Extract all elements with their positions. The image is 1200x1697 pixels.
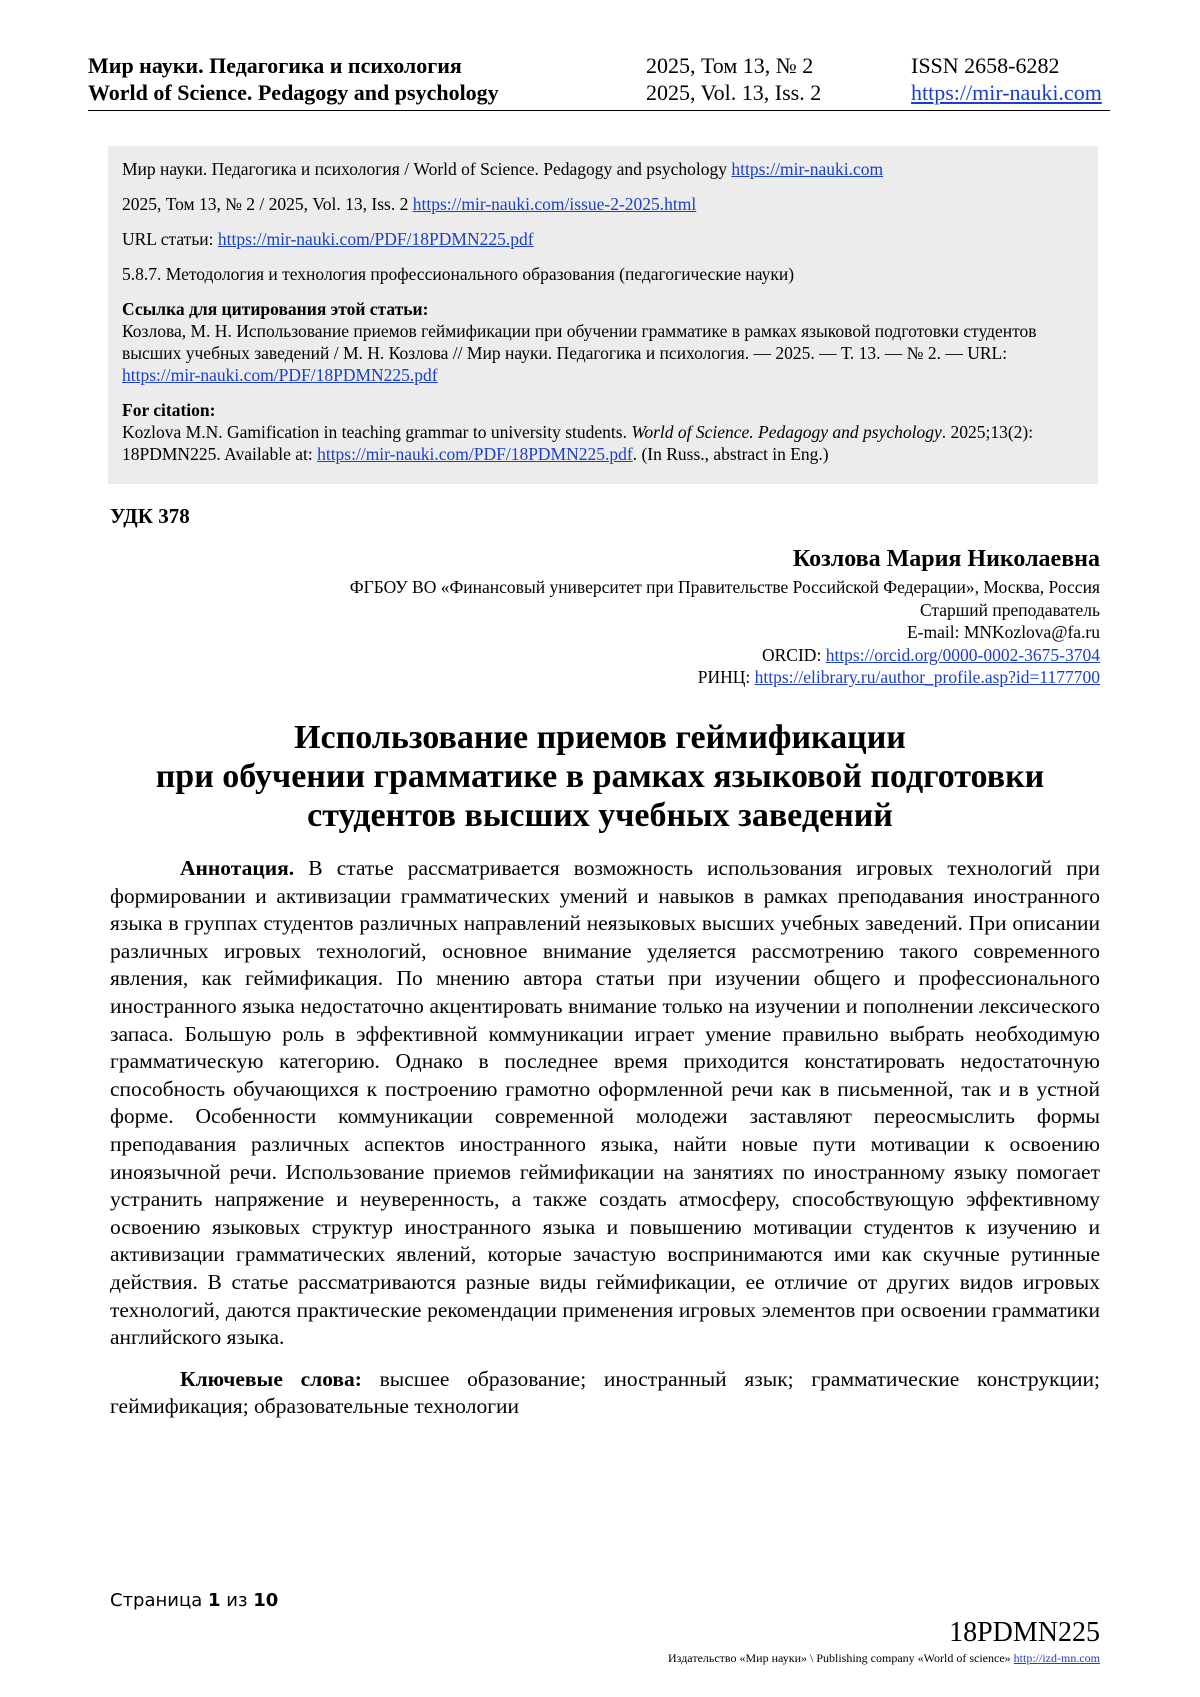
page-number: Страница 1 из 10: [110, 1590, 279, 1611]
orcid-link[interactable]: https://orcid.org/0000-0002-3675-3704: [825, 644, 1100, 665]
abstract-section: [110, 855, 1100, 1421]
info-article-link[interactable]: https://mir-nauki.com/PDF/18PDMN225.pdf: [217, 229, 534, 249]
abstract-paragraph: [110, 855, 1100, 1352]
journal-header: [88, 52, 1110, 111]
cite-ru-heading: Ссылка для цитирования этой статьи:: [122, 299, 429, 319]
author-block: [350, 544, 1100, 689]
info-article-url-line: URL статьи: https://mir-nauki.com/PDF/18PDMN225.pdf: [122, 229, 534, 249]
author-position: Старший преподаватель: [919, 599, 1100, 620]
cite-en-link[interactable]: https://mir-nauki.com/PDF/18PDMN225.pdf: [317, 444, 633, 464]
abstract-text: В статье рассматривается возможность использования игровых технологий при формировании и активизации грамматических умений и навыков в рамках преподавания иностранного языка в группах студентов различных направлений неязыковых высших учебных заведений. При описании различных игровых технологий, основное внимание уделяется рассмотрению такого современного явления, как геймификация. По мнению автора статьи при изучении общего и профессионального иностранного языка недостаточно акцентировать внимание только на изучении и пополнении лексического запаса. Большую роль в эффективной коммуникации играет умение правильно выбрать необходимую грамматическую категорию. Однако в последнее время приходится констатировать недостаточную способность обучающихся к построению грамотно оформленной речи как в письменной, так и в устной форме. Особенности коммуникации современной молодежи заставляют переосмыслить формы преподавания различных аспектов иностранного языка, найти новые пути мотивации к освоению иноязычной речи. Использование приемов геймификации на занятиях по иностранному языку помогает устранить напряжение и неуверенность, а также создать атмосферу, способствующую эффективному освоению языковых структур иностранного языка и повышению мотивации студентов к изучению и активизации грамматических явлений, которые зачастую воспринимаются ими как скучные рутинные действия. В статье рассматриваются разные виды геймификации, ее отличие от других видов игровых технологий, даются практические рекомендации применения игровых элементов при освоении грамматики английского языка.: [110, 856, 1101, 1350]
issue-block: [646, 52, 821, 106]
journal-title-en: World of Science. Pedagogy and psychology: [88, 80, 499, 105]
author-email: E-mail: MNKozlova@fa.ru: [906, 622, 1100, 642]
cite-ru-link[interactable]: https://mir-nauki.com/PDF/18PDMN225.pdf: [122, 365, 438, 385]
author-orcid: ORCID: https://orcid.org/0000-0002-3675-3704: [762, 644, 1100, 665]
udk: УДК 378: [110, 504, 190, 528]
journal-title-block: [88, 52, 499, 106]
cite-en-journal: World of Science. Pedagogy and psychology: [631, 422, 942, 442]
keywords-text: высшее образование; иностранный язык; грамматические конструкции; геймификация; образовательные технологии: [110, 1366, 1101, 1419]
title-line-1: Использование приемов геймификации: [294, 719, 906, 756]
keywords-paragraph: [110, 1366, 1100, 1421]
citation-info-box: [108, 146, 1098, 484]
title-line-2: при обучении грамматике в рамках языковой подготовки: [155, 758, 1045, 795]
issn: ISSN 2658-6282: [911, 53, 1060, 78]
cite-en-text: Kozlova M.N. Gamification in teaching grammar to university students. World of Science. Pedagogy and psychology. 2025;13(2): 18PDMN225. Available at: https://mir-nauki.com/PDF/18PDMN225.pdf. (In Russ., abstract in Eng.): [122, 422, 1034, 464]
info-journal-link[interactable]: https://mir-nauki.com: [731, 159, 884, 179]
rinc-link[interactable]: https://elibrary.ru/author_profile.asp?id=1177700: [754, 667, 1100, 687]
info-specialty: 5.8.7. Методология и технология профессионального образования (педагогические науки): [122, 264, 795, 284]
info-issue-link[interactable]: https://mir-nauki.com/issue-2-2025.html: [412, 194, 697, 214]
author-affiliation: ФГБОУ ВО «Финансовый университет при Правительстве Российской Федерации», Москва, Россия: [349, 577, 1100, 597]
site-link[interactable]: https://mir-nauki.com: [911, 80, 1102, 105]
info-journal-line: Мир науки. Педагогика и психология / World of Science. Pedagogy and psychology https://mir-nauki.com: [122, 159, 884, 179]
publisher-line: Издательство «Мир науки» \ Publishing company «World of science» http://izd-mn.com: [668, 1651, 1100, 1665]
keywords-label: Ключевые слова:: [180, 1366, 362, 1391]
issn-block: [911, 52, 1102, 106]
publisher-link[interactable]: http://izd-mn.com: [1013, 1651, 1100, 1665]
journal-title-ru: Мир науки. Педагогика и психология: [88, 53, 462, 78]
article-title: [100, 718, 1100, 835]
info-issue-line: 2025, Том 13, № 2 / 2025, Vol. 13, Iss. 2 https://mir-nauki.com/issue-2-2025.html: [122, 194, 697, 214]
issue-en: 2025, Vol. 13, Iss. 2: [646, 80, 822, 105]
cite-en-heading: For citation:: [122, 400, 216, 420]
issue-ru: 2025, Том 13, № 2: [646, 53, 814, 78]
title-line-3: студентов высших учебных заведений: [307, 797, 893, 834]
author-rinc: РИНЦ: https://elibrary.ru/author_profile.asp?id=1177700: [697, 667, 1100, 687]
cite-ru-text: Козлова, М. Н. Использование приемов геймификации при обучении грамматике в рамках языковой подготовки студентов высших учебных заведений / М. Н. Козлова // Мир науки. Педагогика и психология. — 2025. — Т. 13. — № 2. — URL: https://mir-nauki.com/PDF/18PDMN225.pdf: [122, 321, 1037, 385]
author-name: Козлова Мария Николаевна: [792, 546, 1100, 572]
article-code: 18PDMN225: [949, 1617, 1100, 1648]
abstract-label: Аннотация.: [180, 856, 295, 880]
